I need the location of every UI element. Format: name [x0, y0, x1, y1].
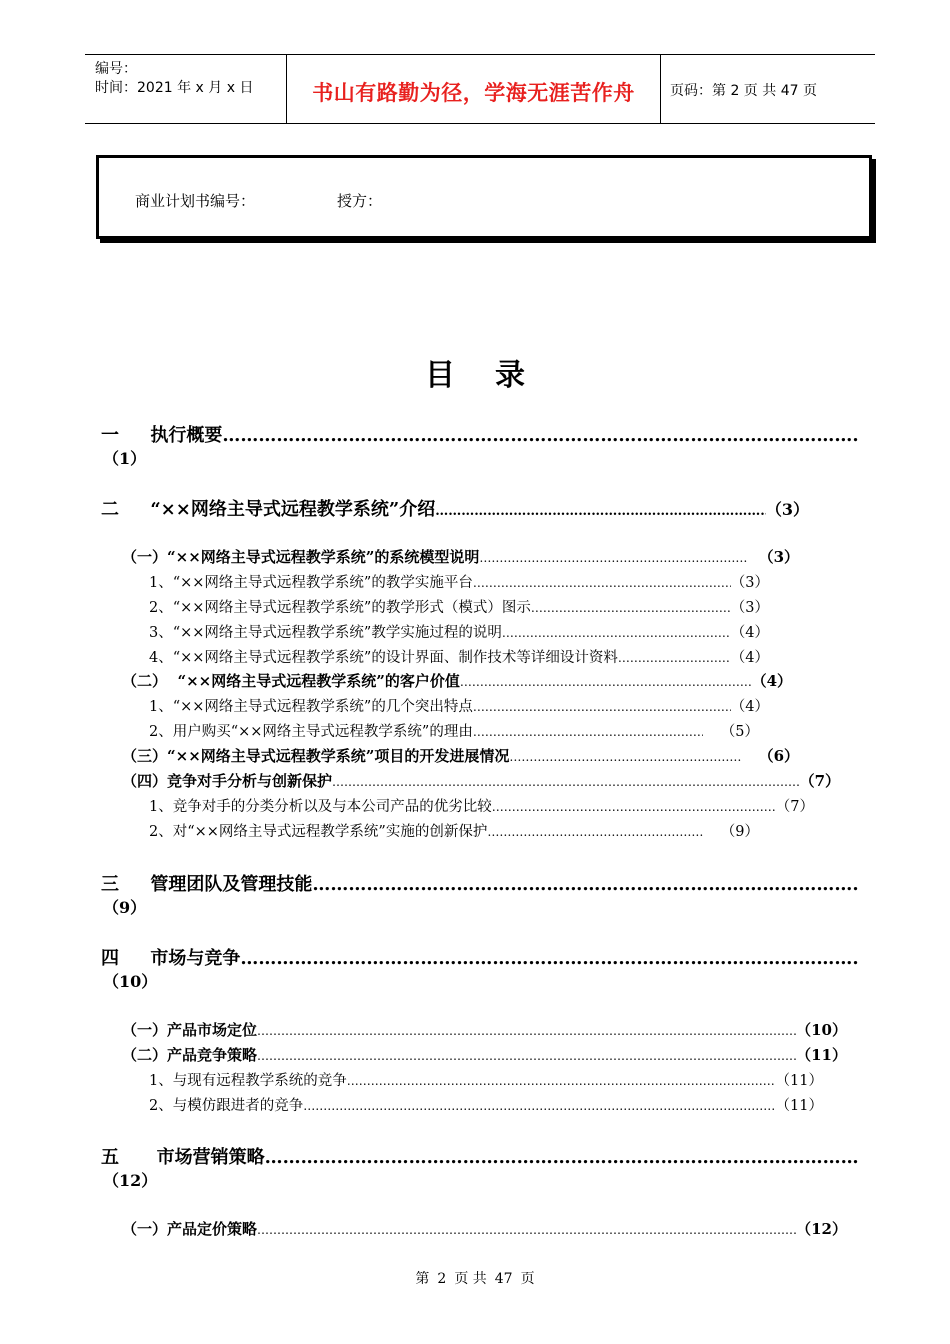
plan-number-label: 商业计划书编号： [135, 192, 256, 210]
toc-leader [303, 1099, 775, 1113]
toc-entry-4-2[interactable] [122, 1044, 847, 1065]
footer-prefix: 第 [415, 1271, 430, 1287]
toc-entry-2-2-1[interactable] [149, 695, 769, 716]
toc-entry-page: （3） [765, 500, 809, 519]
page-footer [0, 1268, 950, 1288]
toc-entry-label: 3、“××网络主导式远程教学系统”教学实施过程的说明 [149, 625, 502, 641]
toc-entry-2-1[interactable] [122, 546, 799, 567]
toc-title: 目录 [425, 358, 565, 393]
header-right-cell [660, 55, 875, 123]
toc-entry-label: 二 “××网络主导式远程教学系统”介绍 [101, 499, 436, 520]
toc-leader [618, 651, 731, 665]
toc-entry-page: （6） [758, 747, 799, 765]
toc-leader [435, 504, 766, 519]
toc-entry-4-2-1[interactable] [149, 1069, 823, 1090]
page-header [85, 54, 875, 124]
toc-entry-label: 2、用户购买“××网络主导式远程教学系统”的理由 [149, 724, 473, 740]
toc-entry-page: （4） [730, 699, 769, 715]
toc-leader [240, 948, 859, 969]
footer-mid: 页 共 [454, 1271, 487, 1287]
toc-entry-page: （12） [796, 1220, 847, 1238]
toc-entry-label: 四 市场与竞争 [101, 948, 241, 969]
toc-entry-label: 1、“××网络主导式远程教学系统”的几个突出特点 [149, 699, 473, 715]
toc-entry-2[interactable] [101, 495, 809, 521]
toc-entry-label: 4、“××网络主导式远程教学系统”的设计界面、制作技术等详细设计资料 [149, 650, 618, 666]
toc-entry-label: 2、“××网络主导式远程教学系统”的教学形式（模式）图示 [149, 600, 531, 616]
toc-entry-page: （3） [758, 548, 799, 566]
toc-entry-page: （5） [720, 724, 759, 740]
footer-page-number: 2 [437, 1271, 447, 1287]
toc-entry-2-1-1[interactable] [149, 571, 769, 592]
toc-leader [257, 1049, 796, 1063]
toc-entry-2-4[interactable] [122, 770, 840, 791]
toc-entry-page: （11） [775, 1098, 823, 1114]
toc-entry-label: （三）“××网络主导式远程教学系统”项目的开发进展情况 [122, 747, 510, 765]
toc-entry-label: （一）产品市场定位 [122, 1021, 258, 1039]
motto: 书山有路勤为径，学海无涯苦作舟 [312, 81, 635, 105]
toc-entry-4-2-2[interactable] [149, 1094, 823, 1115]
toc-entry-label: 五 市场营销策略 [101, 1147, 265, 1168]
toc-entry-page: （12） [103, 1171, 158, 1190]
toc-leader [473, 725, 703, 739]
toc-entry-4-1[interactable] [122, 1019, 847, 1040]
toc-entry-label: （四）竞争对手分析与创新保护 [122, 772, 333, 790]
toc-entry-2-4-1[interactable] [149, 795, 814, 816]
toc-entry-2-1-2[interactable] [149, 596, 769, 617]
toc-entry-label: （二）产品竞争策略 [122, 1046, 258, 1064]
toc-entry-2-1-4[interactable] [149, 646, 769, 667]
toc-leader [257, 1024, 796, 1038]
toc-entry-page: （9） [103, 898, 147, 917]
code-label: 编号： [95, 61, 137, 77]
toc-leader [265, 1147, 859, 1168]
toc-entry-2-3[interactable] [122, 745, 799, 766]
toc-leader [531, 601, 731, 615]
toc-leader [222, 425, 859, 446]
toc-entry-label: 1、“××网络主导式远程教学系统”的教学实施平台 [149, 575, 473, 591]
toc-entry-4[interactable] [101, 944, 859, 970]
toc-leader [492, 800, 776, 814]
toc-leader [347, 1074, 776, 1088]
toc-entry-3[interactable] [101, 870, 859, 896]
toc-entry-page: （7） [775, 799, 814, 815]
toc-entry-page: （4） [730, 650, 769, 666]
header-left-cell [85, 55, 286, 123]
footer-suffix: 页 [520, 1271, 535, 1287]
toc-entry-5[interactable] [101, 1143, 859, 1169]
toc-leader [257, 1223, 796, 1237]
toc-entry-label: 2、对“××网络主导式远程教学系统”实施的创新保护 [149, 824, 488, 840]
toc-leader [473, 700, 731, 714]
toc-entry-2-2-2[interactable] [149, 720, 759, 741]
toc-leader [473, 576, 731, 590]
toc-leader [332, 775, 800, 789]
toc-entry-label: （一）“××网络主导式远程教学系统”的系统模型说明 [122, 548, 480, 566]
toc-entry-label: 1、与现有远程教学系统的竞争 [149, 1073, 347, 1089]
toc-entry-page: （10） [103, 972, 158, 991]
toc-leader [312, 874, 859, 895]
toc-entry-5-1[interactable] [122, 1218, 847, 1239]
time-label: 时间：2021 年 x 月 x 日 [95, 80, 254, 96]
toc-leader [502, 626, 731, 640]
toc-entry-page: （11） [775, 1073, 823, 1089]
plan-number-box [96, 155, 872, 239]
toc-entry-page: （1） [103, 449, 147, 468]
page-info: 页码：第 2 页 共 47 页 [670, 83, 817, 99]
header-motto-cell [286, 55, 661, 123]
toc-entry-label: 三 管理团队及管理技能 [101, 874, 313, 895]
toc-entry-label: 2、与模仿跟进者的竞争 [149, 1098, 304, 1114]
toc-entry-1[interactable] [101, 421, 859, 447]
toc-entry-page: （4） [730, 625, 769, 641]
toc-entry-label: 1、竞争对手的分类分析以及与本公司产品的优劣比较 [149, 799, 492, 815]
toc-entry-page: （10） [796, 1021, 847, 1039]
toc-leader [460, 675, 752, 689]
toc-entry-2-1-3[interactable] [149, 621, 769, 642]
toc-entry-label: （一）产品定价策略 [122, 1220, 258, 1238]
toc-entry-page: （7） [799, 772, 840, 790]
toc-entry-2-4-2[interactable] [149, 820, 759, 841]
toc-entry-page: （3） [730, 575, 769, 591]
toc-entry-label: （二） “××网络主导式远程教学系统”的客户价值 [122, 672, 460, 690]
toc-entry-page: （4） [751, 672, 792, 690]
toc-leader [509, 750, 740, 764]
toc-leader [479, 551, 746, 565]
toc-entry-page: （9） [720, 824, 759, 840]
toc-entry-label: 一 执行概要 [101, 425, 223, 446]
grantee-label: 授方： [337, 192, 383, 210]
toc-leader [487, 825, 702, 839]
toc-entry-2-2[interactable] [122, 670, 792, 691]
toc-entry-page: （3） [730, 600, 769, 616]
footer-total-pages: 47 [494, 1271, 513, 1287]
toc-entry-page: （11） [796, 1046, 847, 1064]
